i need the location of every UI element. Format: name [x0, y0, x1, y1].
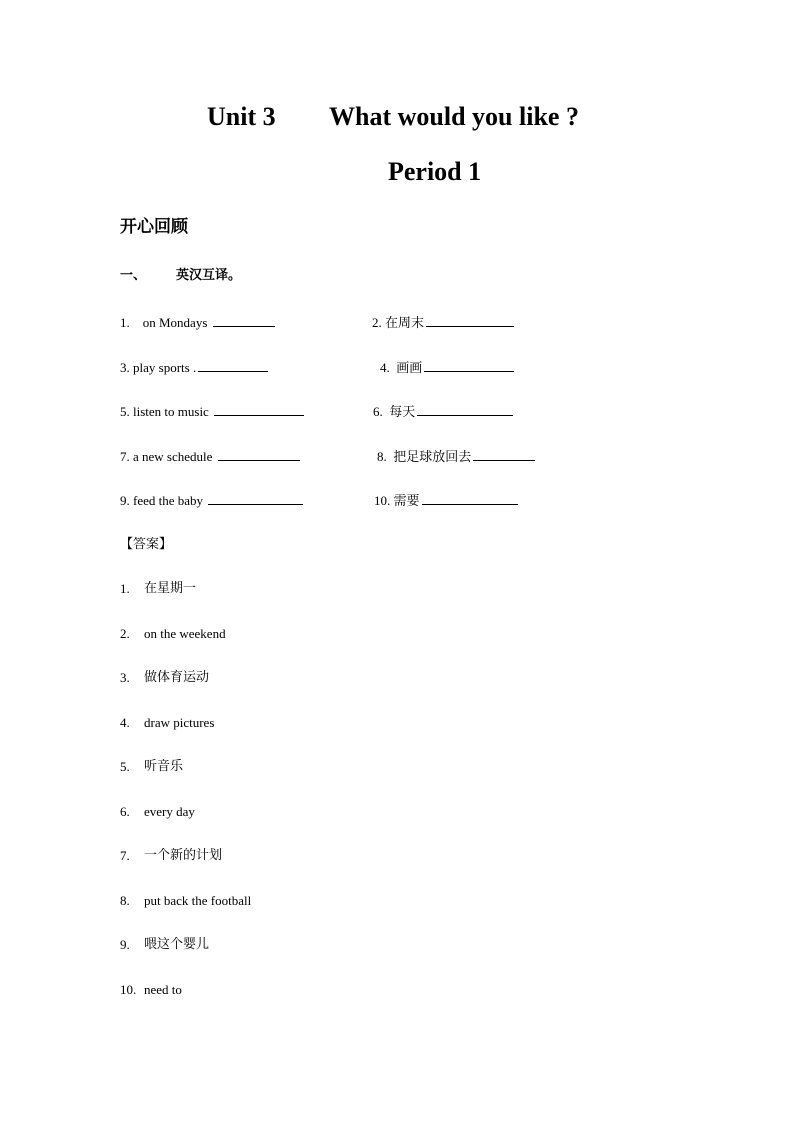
answer-text: every day	[144, 804, 195, 819]
question-text: 需要	[393, 494, 420, 509]
question-item: 1. on Mondays	[120, 312, 275, 333]
answer-blank[interactable]	[426, 312, 514, 327]
answer-blank[interactable]	[213, 312, 275, 327]
question-item: 2. 在周末	[372, 312, 514, 334]
question-item: 8. 把足球放回去	[377, 446, 535, 468]
question-text: a new schedule	[133, 449, 213, 464]
answer-text: put back the football	[144, 893, 252, 908]
answer-blank[interactable]	[218, 446, 300, 461]
unit-label: Unit 3	[207, 102, 276, 131]
answer-text: 做体育运动	[144, 670, 210, 685]
answer-text: draw pictures	[144, 715, 215, 730]
question-text: listen to music	[133, 404, 209, 419]
question-item: 9. feed the baby	[120, 490, 303, 511]
answer-blank[interactable]	[424, 357, 514, 372]
answer-text: on the weekend	[144, 626, 226, 641]
question-text: 在周末	[385, 316, 425, 331]
answer-blank[interactable]	[422, 490, 518, 505]
question-item: 6. 每天	[373, 401, 513, 423]
answer-blank[interactable]	[473, 446, 535, 461]
answer-text: need to	[144, 982, 182, 997]
answer-blank[interactable]	[214, 401, 304, 416]
part-title: 英汉互译。	[176, 268, 242, 283]
question-text: 每天	[389, 405, 416, 420]
answer-text: 一个新的计划	[144, 848, 223, 863]
answer-blank[interactable]	[198, 357, 268, 372]
section-heading: 开心回顾	[120, 217, 188, 237]
answers-heading: 【答案】	[120, 537, 173, 552]
question-text: on Mondays	[142, 315, 208, 330]
answer-text: 听音乐	[144, 759, 184, 774]
unit-question: What would you like ?	[329, 102, 579, 131]
question-item: 4. 画画	[380, 357, 514, 379]
question-text: 画画	[396, 361, 423, 376]
question-item: 10. 需要	[374, 490, 518, 512]
answer-blank[interactable]	[208, 490, 303, 505]
question-item: 7. a new schedule	[120, 446, 300, 467]
part-number: 一、	[120, 268, 147, 283]
question-item: 3. play sports .	[120, 357, 268, 378]
question-text: feed the baby	[133, 493, 204, 508]
period-label: Period 1	[388, 157, 482, 186]
answer-text: 在星期一	[144, 581, 197, 596]
question-text: play sports .	[133, 360, 197, 375]
answer-text: 喂这个婴儿	[144, 937, 210, 952]
question-item: 5. listen to music	[120, 401, 304, 422]
answer-blank[interactable]	[417, 401, 513, 416]
question-text: 把足球放回去	[393, 450, 472, 465]
